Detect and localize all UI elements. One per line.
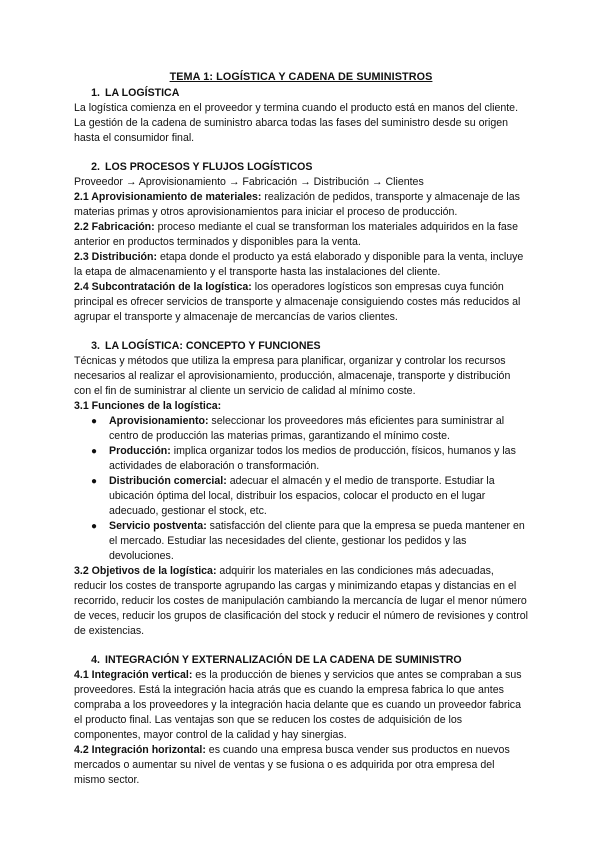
paragraph-3-2-text: adquirir los materiales en las condiciones más adecuadas, reducir los costes de transporte agrupando las cargas y minimizando etapas y distancias en el recorrido, reducir los costes de manipulación cambiando la mercancía de lugar el menor número de veces, reducir los grupos de clasificación del stock y reducir el número de revisiones y control de existencias. xyxy=(74,565,528,637)
section-3-number: 3. xyxy=(91,340,100,352)
paragraph-2-4-label: 2.4 Subcontratación de la logística: xyxy=(74,281,252,293)
section-1-text: La logística comienza en el proveedor y termina cuando el producto está en manos del cliente. La gestión de la cadena de suministro abarca todas las fases del suministro desde su origen hasta el consumidor final. xyxy=(74,102,519,144)
section-3-text: Técnicas y métodos que utiliza la empresa para planificar, organizar y controlar los recursos necesarios al realizar el aprovisionamiento, producción, almacenaje, transporte y distribución con el fin de suministrar al cliente un servicio de calidad al mínimo coste. xyxy=(74,355,511,397)
section-4-number: 4. xyxy=(91,654,100,666)
functions-subheading: 3.1 Funciones de la logística: xyxy=(74,400,222,412)
section-2-heading xyxy=(74,160,528,175)
list-item xyxy=(74,519,528,564)
section-1-number: 1. xyxy=(91,87,100,99)
section-4-heading xyxy=(74,653,528,668)
paragraph-2-2-text: proceso mediante el cual se transforman los materiales adquiridos en la fase anterior en productos terminados y disponibles para la venta. xyxy=(74,221,518,248)
bullet-icon: ● xyxy=(91,416,98,427)
list-item-label: Servicio postventa: xyxy=(109,520,207,532)
list-item-label: Aprovisionamiento: xyxy=(109,415,209,427)
bullet-icon: ● xyxy=(91,476,98,487)
bullet-icon: ● xyxy=(91,521,98,532)
section-1-title: LA LOGÍSTICA xyxy=(105,87,180,99)
functions-list xyxy=(74,414,528,564)
paragraph-2-3-text: etapa donde el producto ya está elaborado y disponible para la venta, incluye la etapa de almacenamiento y el transporte hasta las instalaciones del cliente. xyxy=(74,251,524,278)
document-title: TEMA 1: LOGÍSTICA Y CADENA DE SUMINISTROS xyxy=(169,71,433,83)
list-item xyxy=(74,444,528,474)
section-2-number: 2. xyxy=(91,161,100,173)
paragraph-4-2-text: es cuando una empresa busca vender sus productos en nuevos mercados o aumentar su nivel de ventas y se fusiona o es adquirida por otra empresa del mismo sector. xyxy=(74,744,510,786)
paragraph-2-3 xyxy=(74,250,528,280)
list-item-text: adecuar el almacén y el medio de transporte. Estudiar la ubicación óptima del local, distribuir los espacios, colocar el producto en el lugar adecuado, gestionar el stock, etc. xyxy=(109,475,495,517)
paragraph-2-1-label: 2.1 Aprovisionamiento de materiales: xyxy=(74,191,262,203)
paragraph-4-2 xyxy=(74,743,528,788)
paragraph-2-2-label: 2.2 Fabricación: xyxy=(74,221,155,233)
list-item-label: Distribución comercial: xyxy=(109,475,227,487)
document-page xyxy=(74,70,528,788)
section-2-title: LOS PROCESOS Y FLUJOS LOGÍSTICOS xyxy=(105,161,313,173)
paragraph-2-2 xyxy=(74,220,528,250)
paragraph-2-4 xyxy=(74,280,528,325)
paragraph-2-1-text: realización de pedidos, transporte y almacenaje de las materias primas y otros aprovisionamientos para iniciar el proceso de producción. xyxy=(74,191,520,218)
list-item-label: Producción: xyxy=(109,445,171,457)
paragraph-3-2 xyxy=(74,564,528,639)
section-3-heading xyxy=(74,339,528,354)
paragraph-3-2-label: 3.2 Objetivos de la logística: xyxy=(74,565,217,577)
list-item-text: seleccionar los proveedores más eficientes para suministrar al centro de producción las materias primas, garantizando el mínimo coste. xyxy=(109,415,505,442)
paragraph-4-1-label: 4.1 Integración vertical: xyxy=(74,669,193,681)
section-3-title: LA LOGÍSTICA: CONCEPTO Y FUNCIONES xyxy=(105,340,321,352)
paragraph-2-1 xyxy=(74,190,528,220)
process-flow: Proveedor → Aprovisionamiento → Fabricación → Distribución → Clientes xyxy=(74,176,424,188)
paragraph-4-2-label: 4.2 Integración horizontal: xyxy=(74,744,206,756)
section-1-heading xyxy=(74,86,528,101)
list-item xyxy=(74,414,528,444)
paragraph-4-1-text: es la producción de bienes y servicios que antes se compraban a sus proveedores. Está la integración hacia atrás que es cuando la empresa fabrica lo que antes compraba a los proveedores y la integración hacia delante que es cuando un proveedor fabrica el producto final. Las ventajas son que se reducen los costes de adquisición de los componentes, mayor control de la calidad y hay sinergias. xyxy=(74,669,522,741)
paragraph-4-1 xyxy=(74,668,528,743)
list-item-text: satisfacción del cliente para que la empresa se pueda mantener en el mercado. Estudiar las necesidades del cliente, gestionar los pedidos y las devoluciones. xyxy=(109,520,525,562)
list-item-text: implica organizar todos los medios de producción, físicos, humanos y las actividades de elaboración o transformación. xyxy=(109,445,516,472)
paragraph-2-4-text: los operadores logísticos son empresas cuya función principal es ofrecer servicios de transporte y almacenaje consiguiendo costes más reducidos al agrupar el transporte y almacenaje de mercancías de varios clientes. xyxy=(74,281,521,323)
paragraph-2-3-label: 2.3 Distribución: xyxy=(74,251,157,263)
bullet-icon: ● xyxy=(91,446,98,457)
section-4-title: INTEGRACIÓN Y EXTERNALIZACIÓN DE LA CADENA DE SUMINISTRO xyxy=(105,654,462,666)
list-item xyxy=(74,474,528,519)
